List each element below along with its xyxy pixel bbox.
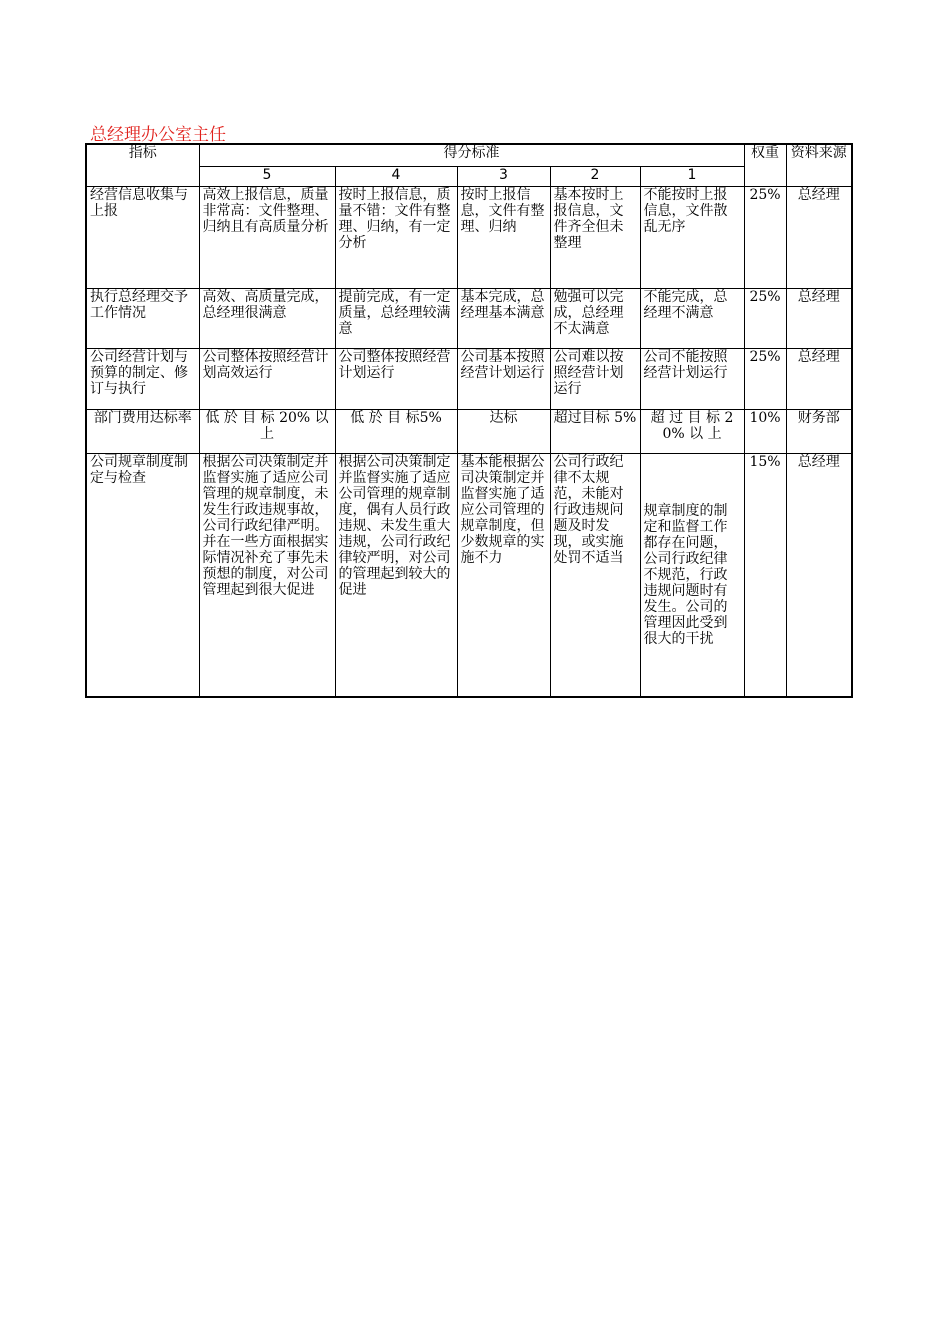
- criteria-cell-3: 达标: [457, 409, 550, 453]
- criteria-cell-3: 按时上报信息，文件有整理、归纳: [457, 186, 550, 288]
- criteria-cell-1: 超 过 目 标 20% 以 上: [640, 409, 744, 453]
- table-row: [86, 348, 852, 409]
- table-row: [86, 409, 852, 453]
- source-cell: 总经理: [786, 348, 852, 409]
- document-title: 总经理办公室主任: [90, 125, 226, 145]
- criteria-cell-1: 公司不能按照经营计划运行: [640, 348, 744, 409]
- score-level-3: 3: [457, 166, 550, 186]
- criteria-cell-4: 低 於 目 标5%: [335, 409, 457, 453]
- criteria-cell-3: 公司基本按照经营计划运行: [457, 348, 550, 409]
- source-cell: 总经理: [786, 186, 852, 288]
- indicator-cell: 执行总经理交予工作情况: [86, 288, 199, 348]
- criteria-cell-2: 基本按时上报信息，文件齐全但未整理: [550, 186, 640, 288]
- weight-cell: 25%: [744, 186, 786, 288]
- weight-cell: 15%: [744, 453, 786, 697]
- criteria-cell-2: 超过目标 5%: [550, 409, 640, 453]
- criteria-cell-1: 不能完成，总经理不满意: [640, 288, 744, 348]
- table-row: [86, 453, 852, 697]
- criteria-cell-3: 基本完成，总经理基本满意: [457, 288, 550, 348]
- criteria-cell-3: 基本能根据公司决策制定并监督实施了适应公司管理的规章制度，但少数规章的实施不力: [457, 453, 550, 697]
- criteria-cell-4: 按时上报信息，质量不错：文件有整理、归纳，有一定分析: [335, 186, 457, 288]
- score-level-5: 5: [199, 166, 335, 186]
- source-cell: 总经理: [786, 453, 852, 697]
- assessment-table: [85, 143, 853, 698]
- indicator-cell: 公司规章制度制定与检查: [86, 453, 199, 697]
- score-level-4: 4: [335, 166, 457, 186]
- weight-cell: 25%: [744, 348, 786, 409]
- criteria-cell-2: 公司行政纪律不太规范，未能对行政违规问题及时发现，或实施处罚不适当: [550, 453, 640, 697]
- criteria-cell-4: 根据公司决策制定并监督实施了适应公司管理的规章制度，偶有人员行政违规、未发生重大违规，公司行政纪律较严明，对公司的管理起到较大的促进: [335, 453, 457, 697]
- criteria-cell-5: 高效、高质量完成，总经理很满意: [199, 288, 335, 348]
- indicator-cell: 公司经营计划与预算的制定、修订与执行: [86, 348, 199, 409]
- criteria-cell-2: 勉强可以完成，总经理不太满意: [550, 288, 640, 348]
- weight-cell: 25%: [744, 288, 786, 348]
- score-level-2: 2: [550, 166, 640, 186]
- criteria-cell-5: 根据公司决策制定并监督实施了适应公司管理的规章制度，未发生行政违规事故，公司行政纪律严明。并在一些方面根据实际情况补充了事先未预想的制度，对公司管理起到很大促进: [199, 453, 335, 697]
- header-source: 资料来源: [786, 144, 852, 186]
- criteria-cell-5: 公司整体按照经营计划高效运行: [199, 348, 335, 409]
- header-criteria: 得分标准: [199, 144, 744, 166]
- header-indicator: 指标: [86, 144, 199, 186]
- score-level-1: 1: [640, 166, 744, 186]
- criteria-cell-1: 不能按时上报信息，文件散乱无序: [640, 186, 744, 288]
- criteria-cell-5: 高效上报信息，质量非常高：文件整理、归纳且有高质量分析: [199, 186, 335, 288]
- indicator-cell: 经营信息收集与上报: [86, 186, 199, 288]
- criteria-cell-4: 提前完成，有一定质量，总经理较满意: [335, 288, 457, 348]
- source-cell: 财务部: [786, 409, 852, 453]
- table-row: [86, 288, 852, 348]
- weight-cell: 10%: [744, 409, 786, 453]
- score-level-row: [86, 166, 852, 186]
- criteria-cell-4: 公司整体按照经营计划运行: [335, 348, 457, 409]
- indicator-cell: 部门费用达标率: [86, 409, 199, 453]
- header-weight: 权重: [744, 144, 786, 186]
- criteria-cell-1: 规章制度的制定和监督工作都存在问题，公司行政纪律不规范，行政违规问题时有发生。公司的管理因此受到很大的干扰: [640, 453, 744, 697]
- table-row: [86, 186, 852, 288]
- header-row: [86, 144, 852, 166]
- criteria-cell-5: 低 於 目 标 20% 以 上: [199, 409, 335, 453]
- criteria-cell-2: 公司难以按照经营计划运行: [550, 348, 640, 409]
- source-cell: 总经理: [786, 288, 852, 348]
